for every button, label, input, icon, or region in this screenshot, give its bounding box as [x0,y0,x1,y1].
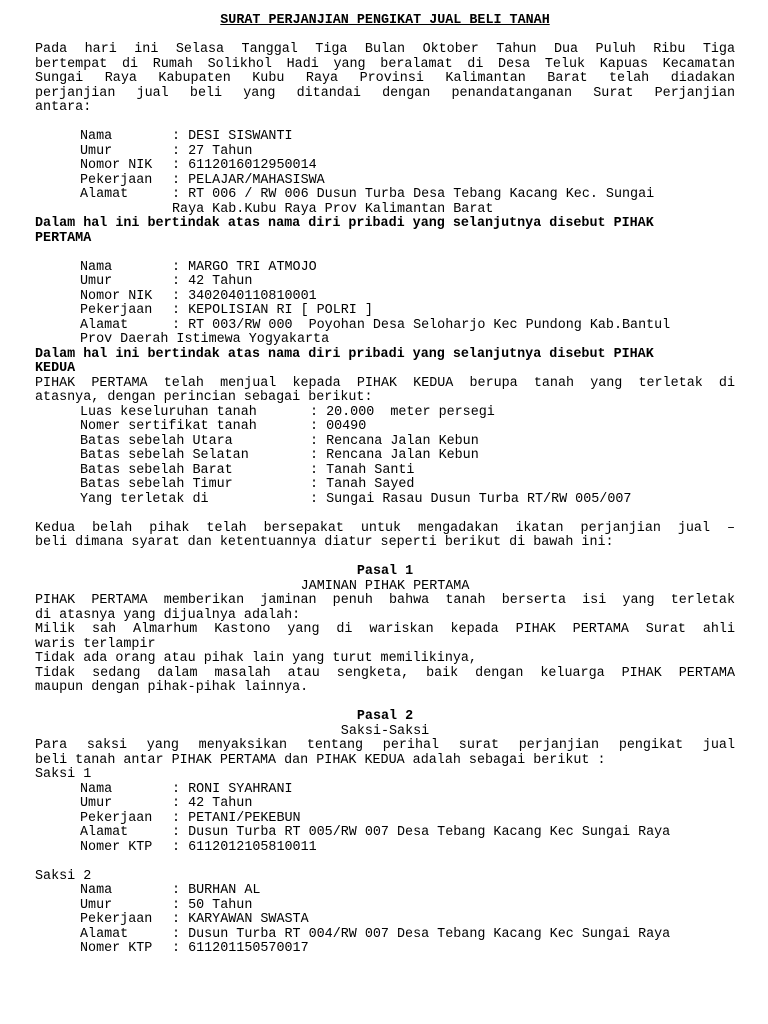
party1-pekerjaan-row [35,174,735,189]
field-label: Umur [80,274,113,289]
field-label: Alamat [80,825,129,840]
field-label: Nama [80,259,113,275]
party2-statement: KEDUA [35,361,76,376]
intro-line: Pada hari ini Selasa Tanggal Tiga Bulan Oktober Tahun Dua Puluh Ribu Tiga [35,42,735,57]
field-value: : Dusun Turba RT 004/RW 007 Desa Tebang Kacang Kec Sungai Raya [172,926,671,942]
field-value: : 42 Tahun [172,274,253,289]
party2-alamat-row [35,319,735,334]
intro-line: Sungai Raya Kabupaten Kubu Raya Provinsi Kalimantan Barat telah diadakan [35,71,735,86]
field-label: Umur [80,796,113,811]
field-label: Alamat [80,317,129,333]
saksi2-row [35,928,735,943]
field-value: : KARYAWAN SWASTA [172,912,309,927]
field-label: Nomor NIK [80,288,153,304]
field-label: Nama [80,883,113,898]
field-label: Nama [80,781,113,797]
field-label: Pekerjaan [80,810,153,826]
field-label: Alamat [80,926,129,942]
saksi1-row [35,797,735,812]
field-label: Luas keseluruhan tanah [80,404,257,420]
party2-nama-row [35,261,735,276]
pasal1-line: di atasnya yang dijualnya adalah: [35,607,301,623]
saksi1-header: Saksi 1 [35,767,92,782]
saksi2-row [35,942,735,957]
field-label: Umur [80,897,113,913]
field-label: Batas sebelah Utara [80,433,233,449]
field-value: : 6112012105810011 [172,839,317,855]
pasal1-line: Milik sah Almarhum Kastono yang di wariskan kepada PIHAK PERTAMA Surat ahli [35,622,735,637]
pasal1-line: Tidak sedang dalam masalah atau sengketa, baik dengan keluarga PIHAK PERTAMA [35,665,735,681]
land-row [35,406,735,421]
field-label: Nomer KTP [80,839,153,855]
field-value: : Dusun Turba RT 005/RW 007 Desa Tebang Kacang Kec Sungai Raya [172,825,671,840]
saksi1-row [35,826,735,841]
intro-line: bertempat di Rumah Solikhol Hadi yang beralamat di Desa Teluk Kapuas Kecamatan [35,56,735,72]
field-value: : RONI SYAHRANI [172,781,293,797]
party1-nik-row [35,159,735,174]
field-label: Pekerjaan [80,172,153,188]
pasal2-line: beli tanah antar PIHAK PERTAMA dan PIHAK KEDUA adalah sebagai berikut : [35,752,606,768]
field-label: Batas sebelah Timur [80,477,233,492]
field-value: : Rencana Jalan Kebun [310,433,479,449]
saksi1-row [35,783,735,798]
field-value: : PETANI/PEKEBUN [172,810,301,826]
field-value: : KEPOLISIAN RI [ POLRI ] [172,303,373,318]
document [35,14,735,957]
field-value: : 611201150570017 [172,941,309,956]
field-label: Batas sebelah Barat [80,462,233,478]
intro-line: antara: [35,100,92,115]
party1-statement: Dalam hal ini bertindak atas nama diri pribadi yang selanjutnya disebut PIHAK [35,216,654,231]
saksi1-row [35,812,735,827]
agreement-line: Kedua belah pihak telah bersepakat untuk mengadakan ikatan perjanjian jual – [35,520,735,536]
field-label: Umur [80,143,113,159]
land-row [35,420,735,435]
party1-alamat-row [35,188,735,203]
field-value: : BURHAN AL [172,883,261,898]
pasal1-line: maupun dengan pihak-pihak lainnya. [35,680,309,695]
party1-statement: PERTAMA [35,230,92,246]
field-value: : RT 006 / RW 006 Dusun Turba Desa Tebang Kacang Kec. Sungai [172,187,655,202]
field-value: : 27 Tahun [172,143,253,159]
field-value: : 6112016012950014 [172,158,317,173]
field-value: : RT 003/RW 000 Poyohan Desa Seloharjo Kec Pundong Kab.Bantul [172,317,671,333]
agreement-line: beli dimana syarat dan ketentuannya diatur seperti berikut di bawah ini: [35,535,614,550]
party2-nik-row [35,290,735,305]
field-label: Yang terletak di [80,491,209,507]
field-value: : Sungai Rasau Dusun Turba RT/RW 005/007 [310,491,632,507]
party1-alamat-continuation: Raya Kab.Kubu Raya Prov Kalimantan Barat [172,201,494,217]
field-label: Pekerjaan [80,912,153,927]
party2-umur-row [35,275,735,290]
land-row [35,493,735,508]
saksi2-row [35,899,735,914]
field-label: Alamat [80,187,129,202]
pasal2-subheading: Saksi-Saksi [340,723,430,739]
pasal1-line: Tidak ada orang atau pihak lain yang turut memilikinya, [35,651,477,666]
land-row [35,464,735,479]
party2-statement: Dalam hal ini bertindak atas nama diri pribadi yang selanjutnya disebut PIHAK [35,346,654,362]
field-label: Nomer sertifikat tanah [80,419,257,434]
land-intro: atasnya, dengan perincian sebagai berikut: [35,390,373,405]
pasal1-heading: Pasal 1 [356,564,414,579]
pasal2-heading: Pasal 2 [356,709,414,724]
field-value: : Tanah Sayed [310,477,415,492]
field-value: : 42 Tahun [172,796,253,811]
party1-nama-row [35,130,735,145]
saksi2-header: Saksi 2 [35,868,92,884]
field-label: Nomer KTP [80,941,153,956]
land-row [35,449,735,464]
field-value: : MARGO TRI ATMOJO [172,259,317,275]
pasal2-line: Para saksi yang menyaksikan tentang perihal surat perjanjian pengikat jual [35,738,735,753]
field-value: : 20.000 meter persegi [310,404,495,420]
field-value: : 50 Tahun [172,897,253,913]
party2-pekerjaan-row [35,304,735,319]
land-row [35,478,735,493]
party2-alamat-continuation: Prov Daerah Istimewa Yogyakarta [80,332,330,347]
saksi1-row [35,841,735,856]
pasal1-line: PIHAK PERTAMA memberikan jaminan penuh bahwa tanah berserta isi yang terletak [35,593,735,608]
field-value: : PELAJAR/MAHASISWA [172,172,325,188]
pasal1-line: waris terlampir [35,636,156,652]
pasal1-subheading: JAMINAN PIHAK PERTAMA [300,578,470,594]
intro-line: perjanjian jual beli yang ditandai dengan penandatanganan Surat Perjanjian [35,85,735,101]
field-label: Nama [80,129,113,144]
field-value: : 00490 [310,419,367,434]
field-label: Batas sebelah Selatan [80,448,249,463]
land-row [35,435,735,450]
field-label: Nomor NIK [80,158,153,173]
saksi2-row [35,913,735,928]
saksi2-row [35,884,735,899]
field-value: : 3402040110810001 [172,288,317,304]
field-value: : DESI SISWANTI [172,129,293,144]
land-intro: PIHAK PERTAMA telah menjual kepada PIHAK KEDUA berupa tanah yang terletak di [35,375,735,391]
field-value: : Tanah Santi [310,462,415,478]
field-value: : Rencana Jalan Kebun [310,448,479,463]
party1-umur-row [35,145,735,160]
document-title: SURAT PERJANJIAN PENGIKAT JUAL BELI TANAH [220,13,550,28]
field-label: Pekerjaan [80,303,153,318]
